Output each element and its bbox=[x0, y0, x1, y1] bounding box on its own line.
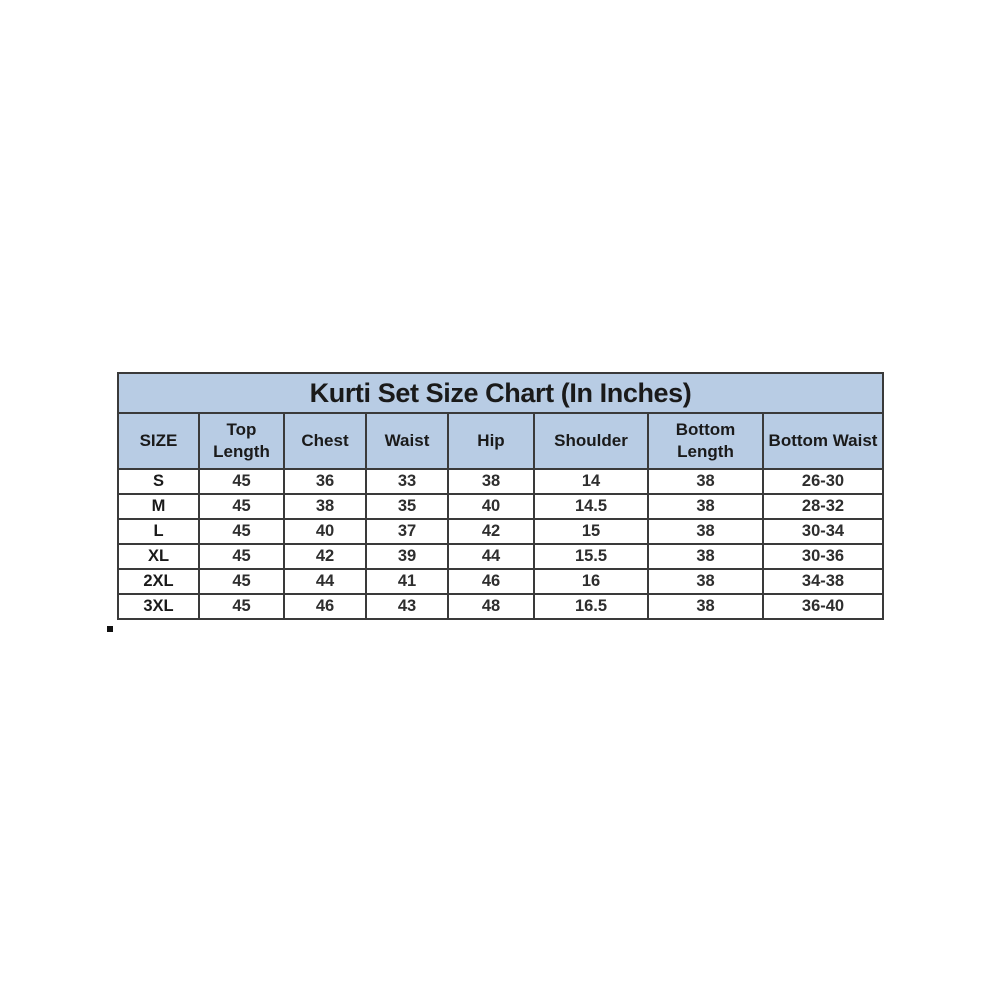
size-label-cell: 2XL bbox=[118, 569, 199, 594]
measurement-cell: 16 bbox=[534, 569, 648, 594]
measurement-cell: 15.5 bbox=[534, 544, 648, 569]
header-cell-top-length: Top Length bbox=[199, 413, 284, 469]
measurement-cell: 38 bbox=[648, 594, 763, 619]
measurement-cell: 42 bbox=[284, 544, 366, 569]
header-cell-bottom-waist: Bottom Waist bbox=[763, 413, 883, 469]
measurement-cell: 45 bbox=[199, 494, 284, 519]
measurement-cell: 45 bbox=[199, 544, 284, 569]
table-row-size-xl bbox=[118, 544, 883, 569]
measurement-cell: 30-36 bbox=[763, 544, 883, 569]
measurement-cell: 48 bbox=[448, 594, 534, 619]
chart-title: Kurti Set Size Chart (In Inches) bbox=[118, 373, 883, 413]
measurement-cell: 38 bbox=[648, 494, 763, 519]
measurement-cell: 40 bbox=[448, 494, 534, 519]
measurement-cell: 45 bbox=[199, 469, 284, 494]
measurement-cell: 46 bbox=[448, 569, 534, 594]
measurement-cell: 36 bbox=[284, 469, 366, 494]
measurement-cell: 38 bbox=[648, 544, 763, 569]
measurement-cell: 39 bbox=[366, 544, 448, 569]
measurement-cell: 38 bbox=[648, 569, 763, 594]
size-chart-table bbox=[117, 372, 884, 620]
size-label-cell: L bbox=[118, 519, 199, 544]
corner-anchor-mark bbox=[107, 626, 113, 632]
measurement-cell: 46 bbox=[284, 594, 366, 619]
measurement-cell: 26-30 bbox=[763, 469, 883, 494]
measurement-cell: 45 bbox=[199, 594, 284, 619]
measurement-cell: 45 bbox=[199, 569, 284, 594]
header-cell-size: SIZE bbox=[118, 413, 199, 469]
measurement-cell: 28-32 bbox=[763, 494, 883, 519]
table-row-size-m bbox=[118, 494, 883, 519]
title-row bbox=[118, 373, 883, 413]
header-row bbox=[118, 413, 883, 469]
measurement-cell: 38 bbox=[448, 469, 534, 494]
table-row-size-l bbox=[118, 519, 883, 544]
size-label-cell: S bbox=[118, 469, 199, 494]
size-label-cell: M bbox=[118, 494, 199, 519]
measurement-cell: 14 bbox=[534, 469, 648, 494]
measurement-cell: 38 bbox=[284, 494, 366, 519]
measurement-cell: 33 bbox=[366, 469, 448, 494]
measurement-cell: 42 bbox=[448, 519, 534, 544]
table-row-size-s bbox=[118, 469, 883, 494]
measurement-cell: 37 bbox=[366, 519, 448, 544]
measurement-cell: 38 bbox=[648, 469, 763, 494]
table-row-size-3xl bbox=[118, 594, 883, 619]
size-rows bbox=[118, 469, 883, 619]
header-cell-shoulder: Shoulder bbox=[534, 413, 648, 469]
measurement-cell: 16.5 bbox=[534, 594, 648, 619]
measurement-cell: 34-38 bbox=[763, 569, 883, 594]
measurement-cell: 40 bbox=[284, 519, 366, 544]
measurement-cell: 36-40 bbox=[763, 594, 883, 619]
size-label-cell: 3XL bbox=[118, 594, 199, 619]
measurement-cell: 35 bbox=[366, 494, 448, 519]
measurement-cell: 14.5 bbox=[534, 494, 648, 519]
header-cell-bottom-length: Bottom Length bbox=[648, 413, 763, 469]
measurement-cell: 38 bbox=[648, 519, 763, 544]
header-cell-hip: Hip bbox=[448, 413, 534, 469]
header-cell-chest: Chest bbox=[284, 413, 366, 469]
measurement-cell: 15 bbox=[534, 519, 648, 544]
measurement-cell: 41 bbox=[366, 569, 448, 594]
measurement-cell: 30-34 bbox=[763, 519, 883, 544]
measurement-cell: 43 bbox=[366, 594, 448, 619]
measurement-cell: 44 bbox=[284, 569, 366, 594]
measurement-cell: 45 bbox=[199, 519, 284, 544]
size-label-cell: XL bbox=[118, 544, 199, 569]
table-row-size-2xl bbox=[118, 569, 883, 594]
measurement-cell: 44 bbox=[448, 544, 534, 569]
header-cell-waist: Waist bbox=[366, 413, 448, 469]
